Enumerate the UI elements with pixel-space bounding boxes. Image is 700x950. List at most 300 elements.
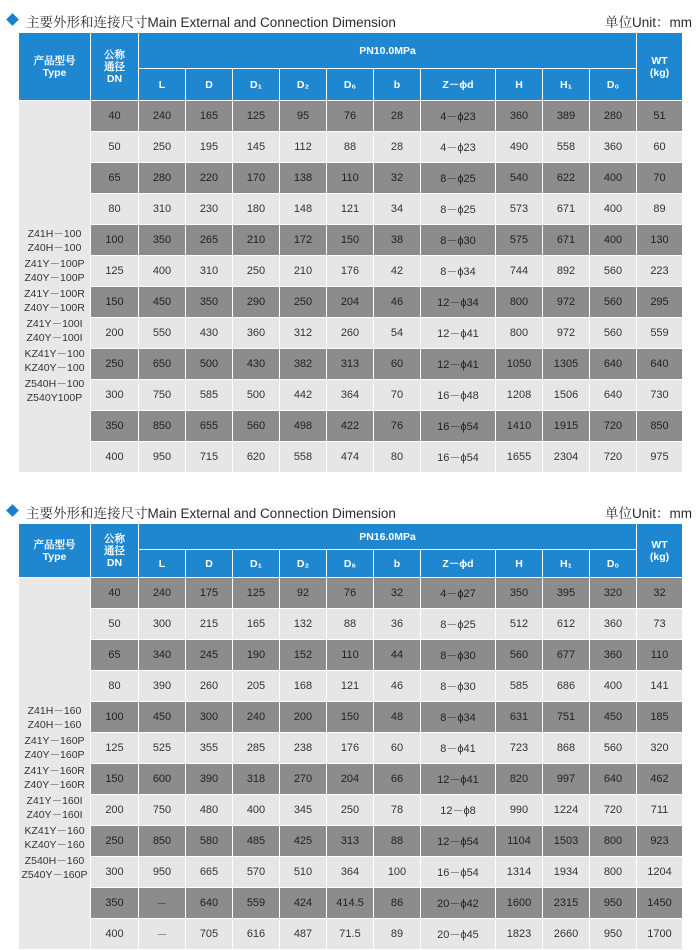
value-cell: 2304 <box>543 442 590 473</box>
value-cell: 650 <box>139 349 186 380</box>
value-cell: 1204 <box>637 857 683 888</box>
column-header <box>590 69 637 101</box>
value-cell: 320 <box>590 578 637 609</box>
value-cell: 559 <box>233 888 280 919</box>
column-header <box>139 69 186 101</box>
value-cell: 414.5 <box>327 888 374 919</box>
value-cell: 165 <box>186 101 233 132</box>
table-row <box>19 919 683 950</box>
table-row <box>19 163 683 194</box>
header-row <box>19 33 683 69</box>
value-cell: 1823 <box>496 919 543 950</box>
value-cell: 280 <box>590 101 637 132</box>
value-cell: 250 <box>280 287 327 318</box>
value-cell: 8－ϕ34 <box>421 702 496 733</box>
type-name: Z540H－160 <box>24 854 85 867</box>
value-cell: 500 <box>233 380 280 411</box>
value-cell: 1224 <box>543 795 590 826</box>
value-cell: 250 <box>139 132 186 163</box>
table-row <box>19 640 683 671</box>
value-cell: 318 <box>233 764 280 795</box>
value-cell: 950 <box>590 919 637 950</box>
value-cell: 20－ϕ45 <box>421 919 496 950</box>
value-cell: 8－ϕ30 <box>421 640 496 671</box>
value-cell: 360 <box>233 318 280 349</box>
value-cell: 340 <box>139 640 186 671</box>
value-cell: 585 <box>186 380 233 411</box>
type-name: Z41Y－100I <box>26 317 83 330</box>
dn-cell: 100 <box>91 225 139 256</box>
pressure-header <box>139 524 637 550</box>
value-cell: 559 <box>637 318 683 349</box>
value-cell: 8－ϕ34 <box>421 256 496 287</box>
value-cell: 705 <box>186 919 233 950</box>
type-name: Z41H－100 <box>27 227 82 240</box>
type-group <box>19 704 90 732</box>
value-cell: 525 <box>139 733 186 764</box>
value-cell: 185 <box>637 702 683 733</box>
value-cell: 671 <box>543 225 590 256</box>
type-name: Z40H－100 <box>27 241 82 254</box>
value-cell: 665 <box>186 857 233 888</box>
value-cell: 868 <box>543 733 590 764</box>
value-cell: 560 <box>233 411 280 442</box>
value-cell: 487 <box>280 919 327 950</box>
value-cell: 400 <box>590 194 637 225</box>
value-cell: 640 <box>186 888 233 919</box>
value-cell: 430 <box>186 318 233 349</box>
value-cell: 1503 <box>543 826 590 857</box>
value-cell: 125 <box>233 578 280 609</box>
value-cell: 750 <box>139 795 186 826</box>
value-cell: 616 <box>233 919 280 950</box>
value-cell: 800 <box>496 318 543 349</box>
value-cell: 73 <box>637 609 683 640</box>
wt-header <box>637 524 683 578</box>
type-name: Z40Y－160I <box>26 808 83 821</box>
value-cell: 1506 <box>543 380 590 411</box>
column-header <box>280 550 327 578</box>
table-row <box>19 256 683 287</box>
value-cell: 88 <box>327 609 374 640</box>
type-name: Z41Y－160R <box>24 764 85 777</box>
value-cell: 250 <box>327 795 374 826</box>
column-header-label: Z－ϕd <box>442 78 474 91</box>
wt-header <box>637 33 683 101</box>
table-row <box>19 888 683 919</box>
type-name: Z41H－160 <box>27 704 82 717</box>
value-cell: 800 <box>590 857 637 888</box>
type-group <box>19 317 90 345</box>
type-cell <box>19 578 91 950</box>
column-header-label: H <box>515 557 523 570</box>
value-cell: 215 <box>186 609 233 640</box>
value-cell: 1450 <box>637 888 683 919</box>
value-cell: 190 <box>233 640 280 671</box>
type-group <box>19 824 90 852</box>
value-cell: 88 <box>327 132 374 163</box>
value-cell: 2315 <box>543 888 590 919</box>
value-cell: 16－ϕ54 <box>421 857 496 888</box>
table-row <box>19 826 683 857</box>
value-cell: 1208 <box>496 380 543 411</box>
value-cell: 95 <box>280 101 327 132</box>
dn-header-text: 通径 <box>104 544 125 557</box>
value-cell: 950 <box>139 857 186 888</box>
value-cell: 923 <box>637 826 683 857</box>
value-cell: 1915 <box>543 411 590 442</box>
value-cell: 12－ϕ41 <box>421 349 496 380</box>
value-cell: 110 <box>327 640 374 671</box>
value-cell: 210 <box>233 225 280 256</box>
dn-cell: 350 <box>91 888 139 919</box>
value-cell: 345 <box>280 795 327 826</box>
table-row <box>19 795 683 826</box>
value-cell: 950 <box>590 888 637 919</box>
type-list <box>19 167 90 405</box>
value-cell: 260 <box>327 318 374 349</box>
dn-cell: 200 <box>91 795 139 826</box>
value-cell: 390 <box>186 764 233 795</box>
value-cell: 640 <box>637 349 683 380</box>
value-cell: 8－ϕ41 <box>421 733 496 764</box>
dn-cell: 400 <box>91 442 139 473</box>
dn-cell: 250 <box>91 826 139 857</box>
value-cell: 570 <box>233 857 280 888</box>
type-name: Z40Y－100P <box>24 271 85 284</box>
value-cell: 474 <box>327 442 374 473</box>
value-cell: 424 <box>280 888 327 919</box>
value-cell: 32 <box>637 578 683 609</box>
section-title: 主要外形和连接尺寸Main External and Connection Dimension <box>26 506 396 521</box>
value-cell: 442 <box>280 380 327 411</box>
value-cell: 60 <box>637 132 683 163</box>
unit-label: 单位Unit：mm <box>605 506 692 521</box>
value-cell: 422 <box>327 411 374 442</box>
column-header <box>374 69 421 101</box>
table-row <box>19 578 683 609</box>
type-name: KZ40Y－160 <box>24 838 85 851</box>
value-cell: 510 <box>280 857 327 888</box>
value-cell: 450 <box>139 702 186 733</box>
value-cell: 360 <box>590 132 637 163</box>
dimension-table-pn10 <box>18 32 683 473</box>
value-cell: 1305 <box>543 349 590 380</box>
table-row <box>19 733 683 764</box>
table-row <box>19 609 683 640</box>
value-cell: 382 <box>280 349 327 380</box>
dn-cell: 150 <box>91 287 139 318</box>
value-cell: 210 <box>280 256 327 287</box>
value-cell: 152 <box>280 640 327 671</box>
type-group <box>19 377 90 405</box>
value-cell: 360 <box>496 101 543 132</box>
dn-cell: 400 <box>91 919 139 950</box>
table-row <box>19 764 683 795</box>
type-group <box>19 347 90 375</box>
value-cell: 389 <box>543 101 590 132</box>
column-header <box>139 550 186 578</box>
value-cell: 195 <box>186 132 233 163</box>
value-cell: 265 <box>186 225 233 256</box>
column-header <box>186 69 233 101</box>
value-cell: 71.5 <box>327 919 374 950</box>
value-cell: 176 <box>327 733 374 764</box>
value-cell: 686 <box>543 671 590 702</box>
value-cell: 671 <box>543 194 590 225</box>
diamond-bullet-icon <box>6 504 19 517</box>
value-cell: 450 <box>590 702 637 733</box>
value-cell: 550 <box>139 318 186 349</box>
value-cell: 1655 <box>496 442 543 473</box>
dn-cell: 125 <box>91 256 139 287</box>
value-cell: 8－ϕ30 <box>421 225 496 256</box>
unit-label: 单位Unit：mm <box>605 15 692 30</box>
value-cell: 270 <box>280 764 327 795</box>
dimension-section-pn10 <box>0 10 700 464</box>
dn-header-text: 公称 <box>104 48 125 61</box>
column-header-label: D₀ <box>606 557 620 570</box>
type-header-text: Type <box>42 66 67 79</box>
column-header-label: D₁ <box>250 78 262 91</box>
type-group <box>19 854 90 882</box>
type-name: KZ41Y－160 <box>24 824 85 837</box>
value-cell: 4－ϕ27 <box>421 578 496 609</box>
value-cell: 800 <box>590 826 637 857</box>
value-cell: 395 <box>543 578 590 609</box>
value-cell: 54 <box>374 318 421 349</box>
type-name: Z540H－100 <box>24 377 85 390</box>
type-list <box>19 644 90 882</box>
column-header-label: H₁ <box>560 557 572 570</box>
value-cell: 640 <box>590 349 637 380</box>
type-name: Z40H－160 <box>27 718 82 731</box>
type-name: Z41Y－160P <box>24 734 85 747</box>
dn-header-text: DN <box>106 556 123 569</box>
value-cell: 310 <box>186 256 233 287</box>
value-cell: 850 <box>139 826 186 857</box>
value-cell: 350 <box>496 578 543 609</box>
value-cell: 360 <box>590 609 637 640</box>
value-cell: 972 <box>543 287 590 318</box>
value-cell: 540 <box>496 163 543 194</box>
value-cell: 175 <box>186 578 233 609</box>
value-cell: 48 <box>374 702 421 733</box>
value-cell: 66 <box>374 764 421 795</box>
column-header <box>496 550 543 578</box>
value-cell: 4－ϕ23 <box>421 132 496 163</box>
value-cell: 730 <box>637 380 683 411</box>
value-cell: 165 <box>233 609 280 640</box>
column-header-label: H₁ <box>560 78 572 91</box>
value-cell: 462 <box>637 764 683 795</box>
value-cell: 240 <box>233 702 280 733</box>
value-cell: － <box>139 888 186 919</box>
dn-cell: 300 <box>91 380 139 411</box>
type-group <box>19 257 90 285</box>
table-row <box>19 101 683 132</box>
dn-header-text: 通径 <box>104 60 125 73</box>
value-cell: 12－ϕ34 <box>421 287 496 318</box>
value-cell: 32 <box>374 578 421 609</box>
value-cell: 32 <box>374 163 421 194</box>
dn-cell: 300 <box>91 857 139 888</box>
value-cell: 132 <box>280 609 327 640</box>
dn-cell: 40 <box>91 578 139 609</box>
table-row <box>19 702 683 733</box>
type-name: Z40Y－160P <box>24 748 85 761</box>
value-cell: 110 <box>637 640 683 671</box>
wt-header-text: (kg) <box>649 550 670 563</box>
value-cell: 125 <box>233 101 280 132</box>
column-header <box>233 550 280 578</box>
value-cell: 12－ϕ41 <box>421 764 496 795</box>
value-cell: 89 <box>637 194 683 225</box>
value-cell: 720 <box>590 411 637 442</box>
column-header <box>496 69 543 101</box>
value-cell: 1104 <box>496 826 543 857</box>
value-cell: 141 <box>637 671 683 702</box>
dn-header <box>91 33 139 101</box>
value-cell: 60 <box>374 349 421 380</box>
value-cell: 512 <box>496 609 543 640</box>
value-cell: 42 <box>374 256 421 287</box>
value-cell: 585 <box>496 671 543 702</box>
column-header-label: Z－ϕd <box>442 557 474 570</box>
value-cell: 990 <box>496 795 543 826</box>
type-group <box>19 287 90 315</box>
value-cell: 80 <box>374 442 421 473</box>
value-cell: 400 <box>590 671 637 702</box>
value-cell: 250 <box>233 256 280 287</box>
wt-header-text: (kg) <box>649 66 670 79</box>
section-header <box>0 501 700 521</box>
value-cell: 850 <box>139 411 186 442</box>
value-cell: 300 <box>139 609 186 640</box>
value-cell: 230 <box>186 194 233 225</box>
value-cell: 820 <box>496 764 543 795</box>
type-name: Z540Y－160P <box>21 868 88 881</box>
value-cell: 450 <box>139 287 186 318</box>
dn-header <box>91 524 139 578</box>
value-cell: 1314 <box>496 857 543 888</box>
value-cell: 975 <box>637 442 683 473</box>
value-cell: 121 <box>327 194 374 225</box>
value-cell: 170 <box>233 163 280 194</box>
value-cell: 560 <box>590 256 637 287</box>
value-cell: 892 <box>543 256 590 287</box>
value-cell: 1600 <box>496 888 543 919</box>
value-cell: 148 <box>280 194 327 225</box>
value-cell: 498 <box>280 411 327 442</box>
value-cell: 295 <box>637 287 683 318</box>
value-cell: 364 <box>327 380 374 411</box>
value-cell: 240 <box>139 578 186 609</box>
dn-cell: 80 <box>91 671 139 702</box>
dn-cell: 50 <box>91 132 139 163</box>
value-cell: 8－ϕ25 <box>421 194 496 225</box>
value-cell: 20－ϕ42 <box>421 888 496 919</box>
value-cell: 51 <box>637 101 683 132</box>
value-cell: 70 <box>374 380 421 411</box>
dn-cell: 40 <box>91 101 139 132</box>
value-cell: 640 <box>590 764 637 795</box>
type-group <box>19 227 90 255</box>
value-cell: 76 <box>374 411 421 442</box>
table-row <box>19 411 683 442</box>
value-cell: 2660 <box>543 919 590 950</box>
type-group <box>19 794 90 822</box>
value-cell: 4－ϕ23 <box>421 101 496 132</box>
dn-header-text: DN <box>106 72 123 85</box>
type-name: Z41Y－160I <box>26 794 83 807</box>
value-cell: 76 <box>327 101 374 132</box>
value-cell: 36 <box>374 609 421 640</box>
value-cell: 580 <box>186 826 233 857</box>
value-cell: 360 <box>590 640 637 671</box>
value-cell: 364 <box>327 857 374 888</box>
value-cell: 200 <box>280 702 327 733</box>
value-cell: 612 <box>543 609 590 640</box>
wt-header-text: WT <box>651 538 668 551</box>
value-cell: 260 <box>186 671 233 702</box>
value-cell: 205 <box>233 671 280 702</box>
dn-cell: 200 <box>91 318 139 349</box>
value-cell: 150 <box>327 225 374 256</box>
value-cell: 480 <box>186 795 233 826</box>
value-cell: 16－ϕ54 <box>421 442 496 473</box>
type-header-text: 产品型号 <box>33 54 76 67</box>
table-row <box>19 132 683 163</box>
column-header-label: D₆ <box>343 557 357 570</box>
type-name: Z540Y100P <box>26 391 83 404</box>
value-cell: 312 <box>280 318 327 349</box>
value-cell: 16－ϕ48 <box>421 380 496 411</box>
value-cell: 750 <box>139 380 186 411</box>
type-name: KZ41Y－100 <box>24 347 85 360</box>
value-cell: 711 <box>637 795 683 826</box>
column-header-label: L <box>158 78 166 91</box>
value-cell: 631 <box>496 702 543 733</box>
value-cell: 204 <box>327 764 374 795</box>
table-row <box>19 857 683 888</box>
value-cell: 280 <box>139 163 186 194</box>
column-header-label: D <box>205 557 213 570</box>
type-group <box>19 764 90 792</box>
type-cell <box>19 101 91 473</box>
column-header-label: D₂ <box>296 78 310 91</box>
table-row <box>19 194 683 225</box>
column-header <box>374 550 421 578</box>
value-cell: 38 <box>374 225 421 256</box>
value-cell: 88 <box>374 826 421 857</box>
value-cell: 70 <box>637 163 683 194</box>
value-cell: 8－ϕ30 <box>421 671 496 702</box>
value-cell: 86 <box>374 888 421 919</box>
column-header-label: D₂ <box>296 557 310 570</box>
type-header-text: Type <box>42 550 67 563</box>
value-cell: 112 <box>280 132 327 163</box>
value-cell: 573 <box>496 194 543 225</box>
value-cell: 145 <box>233 132 280 163</box>
value-cell: 220 <box>186 163 233 194</box>
value-cell: 485 <box>233 826 280 857</box>
value-cell: 89 <box>374 919 421 950</box>
value-cell: 76 <box>327 578 374 609</box>
dimension-table-pn16 <box>18 523 683 950</box>
value-cell: 16－ϕ54 <box>421 411 496 442</box>
value-cell: 355 <box>186 733 233 764</box>
